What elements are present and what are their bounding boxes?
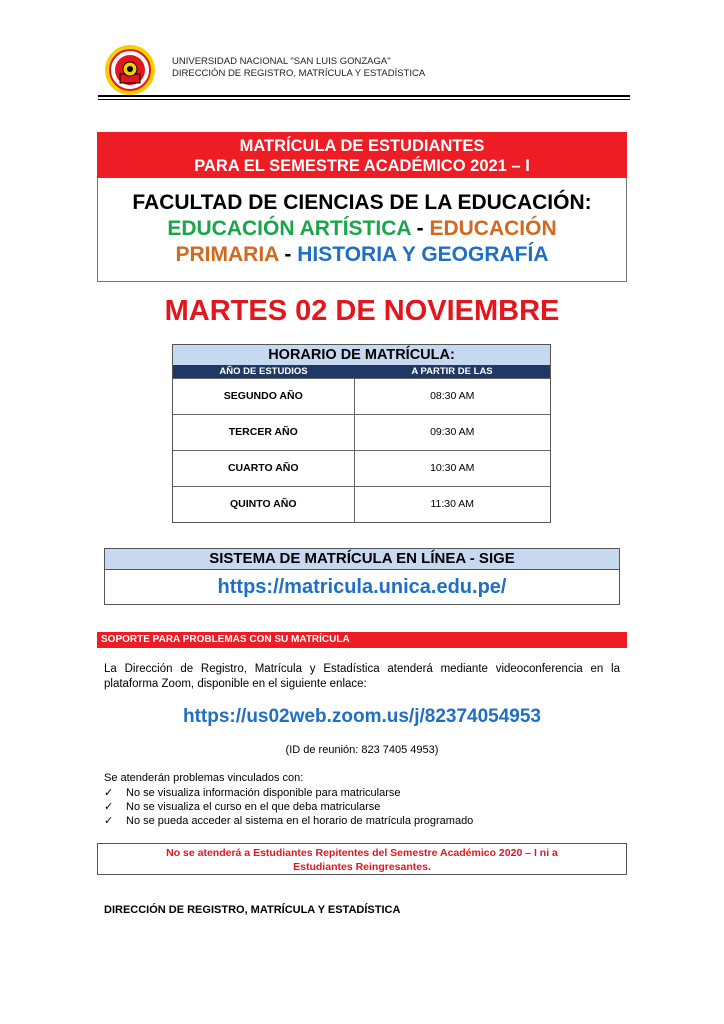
schedule-header bbox=[173, 365, 550, 378]
row-time: 11:30 AM bbox=[430, 498, 475, 510]
list-item bbox=[104, 800, 473, 814]
table-row bbox=[173, 450, 550, 486]
schedule-table bbox=[172, 344, 551, 523]
sige-link[interactable]: https://matricula.unica.edu.pe/ bbox=[217, 576, 507, 598]
university-seal-logo bbox=[104, 44, 156, 96]
enrollment-date: MARTES 02 DE NOVIEMBRE bbox=[164, 295, 560, 327]
separator: - bbox=[278, 243, 298, 266]
row-time: 10:30 AM bbox=[430, 462, 475, 474]
sige-box bbox=[104, 548, 620, 605]
title-banner bbox=[97, 132, 627, 178]
col-year: AÑO DE ESTUDIOS bbox=[219, 366, 308, 377]
meeting-id: (ID de reunión: 823 7405 4953) bbox=[285, 744, 439, 756]
table-row bbox=[173, 378, 550, 414]
problems-intro: Se atenderán problemas vinculados con: bbox=[104, 772, 304, 784]
university-name: UNIVERSIDAD NACIONAL "SAN LUIS GONZAGA" bbox=[172, 56, 391, 67]
support-paragraph: La Dirección de Registro, Matrícula y Estadística atenderá mediante videoconferencia en la plataforma Zoom, disponible en el siguiente enlace: bbox=[104, 663, 620, 690]
footer-signature: DIRECCIÓN DE REGISTRO, MATRÍCULA Y ESTADÍSTICA bbox=[104, 904, 401, 916]
col-time: A PARTIR DE LAS bbox=[411, 366, 493, 377]
checkmark-icon: ✓ bbox=[104, 801, 114, 813]
program-history: HISTORIA Y GEOGRAFÍA bbox=[297, 243, 549, 266]
schedule-title: HORARIO DE MATRÍCULA: bbox=[173, 345, 550, 365]
header-text bbox=[172, 56, 425, 80]
zoom-link[interactable]: https://us02web.zoom.us/j/82374054953 bbox=[183, 706, 541, 727]
table-row bbox=[173, 414, 550, 450]
problems-list bbox=[104, 786, 473, 828]
row-time: 08:30 AM bbox=[430, 390, 475, 402]
checkmark-icon: ✓ bbox=[104, 815, 114, 827]
program-artistic: EDUCACIÓN ARTÍSTICA bbox=[167, 217, 411, 240]
program-primary-a: EDUCACIÓN bbox=[429, 217, 557, 240]
title-line-2: PARA EL SEMESTRE ACADÉMICO 2021 – I bbox=[194, 157, 530, 175]
program-primary-b: PRIMARIA bbox=[175, 243, 279, 266]
row-time: 09:30 AM bbox=[430, 426, 475, 438]
row-year: SEGUNDO AÑO bbox=[173, 379, 355, 414]
row-year: QUINTO AÑO bbox=[173, 487, 355, 522]
problem-text: No se visualiza el curso en el que deba matricularse bbox=[126, 801, 381, 813]
warning-line-1: No se atenderá a Estudiantes Repitentes del Semestre Académico 2020 – I ni a bbox=[166, 847, 558, 859]
warning-box bbox=[97, 843, 627, 875]
row-year: CUARTO AÑO bbox=[173, 451, 355, 486]
list-item bbox=[104, 814, 473, 828]
row-year: TERCER AÑO bbox=[173, 415, 355, 450]
faculty-name: FACULTAD DE CIENCIAS DE LA EDUCACIÓN: bbox=[132, 191, 592, 214]
header-rule bbox=[98, 95, 630, 97]
office-name: DIRECCIÓN DE REGISTRO, MATRÍCULA Y ESTADÍSTICA bbox=[172, 68, 426, 79]
warning-line-2: Estudiantes Reingresantes. bbox=[293, 861, 431, 873]
list-item bbox=[104, 786, 473, 800]
problem-text: No se visualiza información disponible para matricularse bbox=[126, 787, 401, 799]
title-line-1: MATRÍCULA DE ESTUDIANTES bbox=[239, 137, 485, 155]
table-row bbox=[173, 486, 550, 522]
header-rule-thin bbox=[98, 99, 630, 100]
checkmark-icon: ✓ bbox=[104, 787, 114, 799]
support-heading: SOPORTE PARA PROBLEMAS CON SU MATRÍCULA bbox=[97, 632, 627, 648]
sige-title: SISTEMA DE MATRÍCULA EN LÍNEA - SIGE bbox=[105, 549, 619, 570]
separator: - bbox=[410, 217, 430, 240]
problem-text: No se pueda acceder al sistema en el horario de matrícula programado bbox=[126, 815, 474, 827]
faculty-box bbox=[97, 178, 627, 282]
